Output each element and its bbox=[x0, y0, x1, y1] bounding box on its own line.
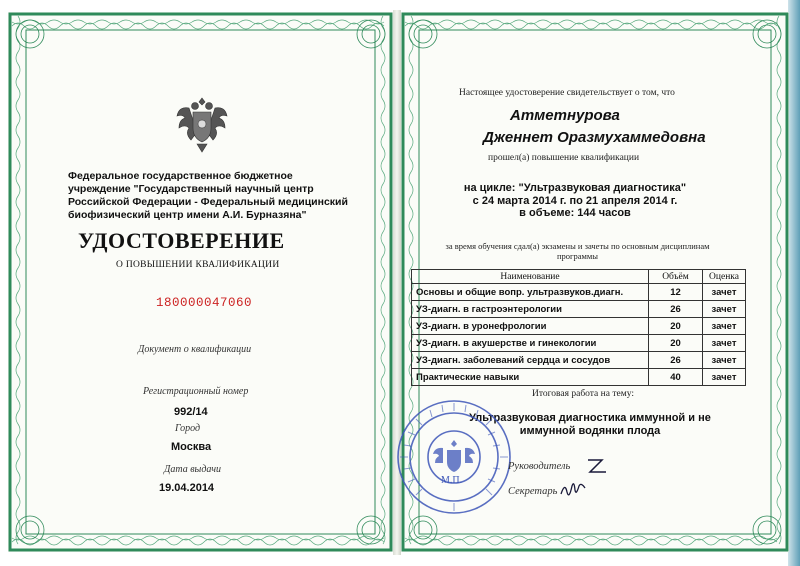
left-page bbox=[8, 12, 393, 552]
final-work-label: Итоговая работа на тему: bbox=[532, 389, 634, 399]
subject-hours: 26 bbox=[649, 301, 703, 318]
exams-text-line2: программы bbox=[556, 251, 599, 261]
table-row bbox=[412, 335, 746, 352]
col-header-grade: Оценка bbox=[703, 270, 746, 284]
subjects-table bbox=[411, 269, 746, 386]
table-row bbox=[412, 284, 746, 301]
subject-name: УЗ-диагн. заболеваний сердца и сосудов bbox=[412, 352, 649, 369]
subject-hours: 20 bbox=[649, 318, 703, 335]
exams-text bbox=[410, 241, 745, 261]
table-row bbox=[412, 369, 746, 386]
subject-grade: зачет bbox=[703, 335, 746, 352]
recipient-given-names: Дженнет Оразмухаммедовна bbox=[483, 129, 706, 146]
subject-name: Практические навыки bbox=[412, 369, 649, 386]
cover-edge bbox=[788, 0, 800, 566]
table-row bbox=[412, 301, 746, 318]
head-signature bbox=[584, 452, 612, 474]
cycle-hours: в объеме: 144 часов bbox=[519, 207, 631, 219]
cycle-dates: с 24 марта 2014 г. по 21 апреля 2014 г. bbox=[472, 194, 678, 207]
subject-grade: зачет bbox=[703, 318, 746, 335]
reg-number-label: Регистрационный номер bbox=[143, 386, 249, 397]
subject-name: УЗ-диагн. в акушерстве и гинекологии bbox=[412, 335, 649, 352]
exams-text-line1: за время обучения сдал(а) экзамены и зачеты по основным дисциплинам bbox=[445, 241, 710, 251]
secretary-label: Секретарь bbox=[508, 486, 558, 497]
subject-grade: зачет bbox=[703, 284, 746, 301]
final-work-line2: иммунной водянки плода bbox=[519, 425, 661, 437]
completed-text: прошел(а) повышение квалификации bbox=[488, 153, 640, 163]
final-work-line1: Ультразвуковая диагностика иммунной и не bbox=[469, 412, 711, 424]
cycle-info bbox=[440, 182, 710, 220]
recipient-surname: Amметнурова bbox=[510, 107, 620, 124]
subject-hours: 20 bbox=[649, 335, 703, 352]
coat-of-arms-icon bbox=[175, 92, 229, 154]
subject-hours: 40 bbox=[649, 369, 703, 386]
col-header-volume: Объём bbox=[649, 270, 703, 284]
subject-grade: зачет bbox=[703, 369, 746, 386]
issue-date-label: Дата выдачи bbox=[164, 464, 222, 475]
city: Москва bbox=[171, 441, 212, 453]
head-label: Руководитель bbox=[508, 461, 571, 472]
cycle-name: на цикле: "Ультразвуковая диагностика" bbox=[463, 182, 687, 194]
certifies-text: Настоящее удостоверение свидетельствует о том, что bbox=[459, 88, 675, 98]
certificate-title: УДОСТОВЕРЕНИЕ bbox=[78, 228, 285, 253]
document-type: Документ о квалификации bbox=[138, 344, 252, 355]
official-stamp-icon bbox=[395, 398, 513, 516]
secretary-signature bbox=[558, 478, 588, 500]
subject-hours: 12 bbox=[649, 284, 703, 301]
issue-date: 19.04.2014 bbox=[159, 482, 215, 494]
subject-name: УЗ-диагн. в гастроэнтерологии bbox=[412, 301, 649, 318]
certificate-subtitle: О ПОВЫШЕНИИ КВАЛИФИКАЦИИ bbox=[116, 260, 280, 270]
subject-hours: 26 bbox=[649, 352, 703, 369]
table-row bbox=[412, 318, 746, 335]
serial-number: 180000047060 bbox=[156, 296, 253, 310]
table-row bbox=[412, 352, 746, 369]
institution-name: Федеральное государственное бюджетное учреждение "Государственный научный центр Российской Федерации - Федеральный медицинский биофизический центр имени А.И. Бурназяна" bbox=[68, 170, 348, 221]
city-label: Город bbox=[175, 423, 201, 434]
subject-grade: зачет bbox=[703, 352, 746, 369]
table-header-row bbox=[412, 270, 746, 284]
subject-grade: зачет bbox=[703, 301, 746, 318]
subject-name: Основы и общие вопр. ультразвуков.диагн. bbox=[412, 284, 649, 301]
subject-name: УЗ-диагн. в уронефрологии bbox=[412, 318, 649, 335]
col-header-name: Наименование bbox=[412, 270, 649, 284]
reg-number: 992/14 bbox=[174, 406, 208, 418]
stamp-label: М.П. bbox=[441, 475, 463, 486]
